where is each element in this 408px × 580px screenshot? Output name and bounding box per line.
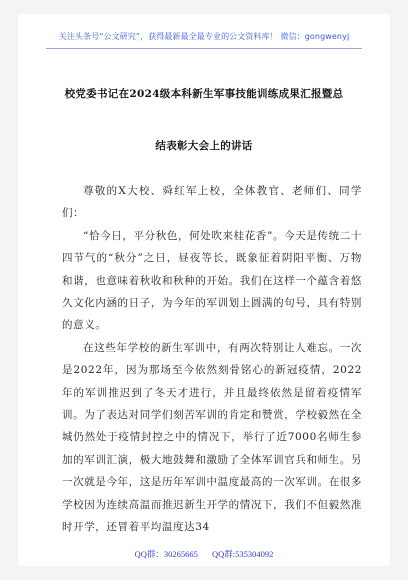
document-title-line-2: 结表彰大会上的讲话 bbox=[155, 140, 253, 152]
header-divider bbox=[46, 48, 362, 49]
document-body bbox=[62, 180, 362, 539]
salutation-paragraph: 尊敬的X大校、舜红军上校，全体教官、老师们、同学们： bbox=[62, 185, 362, 220]
body-paragraph: 在这些年学校的新生军训中，有两次特别让人难忘。一次是2022年，因为那场至今依然刻骨铭心的新冠疫情，2022年的军训推迟到了冬天才进行，并且最终依然是留着疫情军训。为了表达对同学们刻苦军训的肯定和赞赏，学校毅然在全城仍然处于疫情封控之中的情况下，举行了近7000名师生参加的军训汇演，极大地鼓舞和激励了全体军训官兵和师生。另一次就是今年，这是历年军训中温度最高的一次军训。在很多学校因为连续高温而推迟新生开学的情况下，我们不但毅然准时开学，还冒着平均温度达34 bbox=[62, 341, 362, 534]
header-banner: 关注头条号“公文研究”，获得最新最全最专业的公文资料库！ 微信：gongwenyj bbox=[58, 32, 350, 41]
document-title-line-1: 校党委书记在2024级本科新生军事技能训练成果汇报暨总 bbox=[64, 88, 344, 100]
footer-qq-group-2: QQ群:535304092 bbox=[212, 549, 274, 559]
body-paragraph: “恰今日，平分秋色，何处吹来桂花香”。今天是传统二十四节气的“秋分”之日，昼夜等长，既象征着阴阳平衡、万物和谐，也意味着秋收和秋种的开始。我们在这样一个蕴含着悠久文化内涵的日子，为今年的军训划上圆满的句号，具有特别的意义。 bbox=[62, 229, 362, 332]
footer bbox=[18, 548, 390, 560]
document-page bbox=[18, 14, 390, 566]
footer-qq-group-1: QQ群：30265665 bbox=[134, 549, 198, 559]
